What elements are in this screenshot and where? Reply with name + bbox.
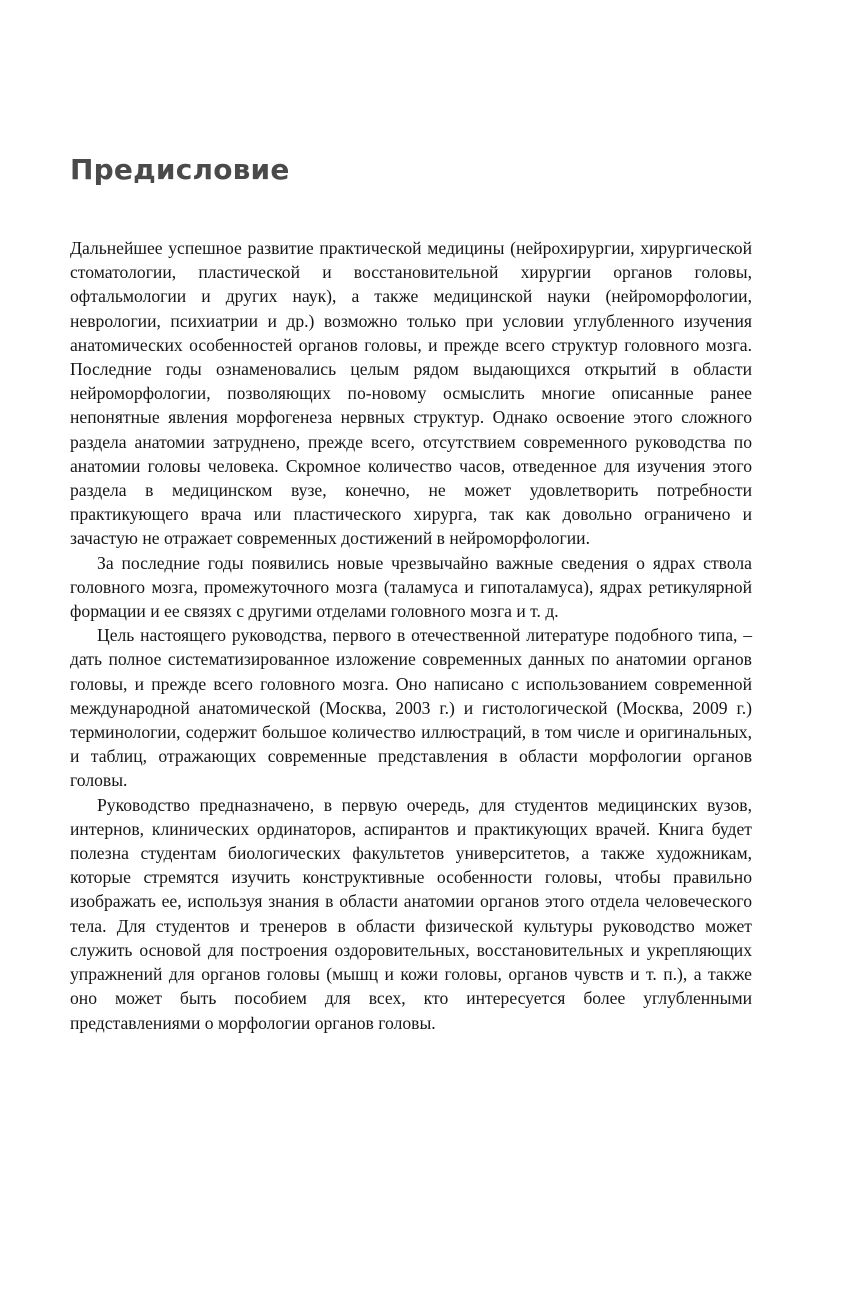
page-title: Предисловие [70, 153, 290, 186]
paragraph-2: За последние годы появились новые чрезвычайно важные сведения о ядрах ствола головного мозга, промежуточного мозга (таламуса и гипоталамуса), ядрах ретикулярной формации и ее связях с другими отделами головного мозга и т. д. [70, 552, 752, 622]
preface-body [70, 236, 752, 1035]
paragraph-3: Цель настоящего руководства, первого в отечественной литературе подобного типа, – дать полное систематизированное изложение современных данных по анатомии органов головы, и прежде всего головного мозга. Оно написано с использованием современной международной анатомической (Москва, 2003 г.) и гистологической (Москва, 2009 г.) терминологии, содержит большое количество иллюстраций, в том числе и оригинальных, и таблиц, отражающих современные представления в области морфологии органов головы. [70, 625, 752, 791]
paragraph-1: Дальнейшее успешное развитие практической медицины (нейрохирургии, хирургической стоматологии, пластической и восстановительной хирургии органов головы, офтальмологии и других наук), а также медицинской науки (нейроморфологии, неврологии, психиатрии и др.) возможно только при условии углубленного изучения анатомических особенностей органов головы, и прежде всего структур головного мозга. Последние годы ознаменовались целым рядом выдающихся открытий в области нейроморфологии, позволяющих по-новому осмыслить многие описанные ранее непонятные явления морфогенеза нервных структур. Однако освоение этого сложного раздела анатомии затруднено, прежде всего, отсутствием современного руководства по анатомии головы человека. Скромное количество часов, отведенное для изучения этого раздела в медицинском вузе, конечно, не может удовлетворить потребности практикующего врача или пластического хирурга, так как довольно ограничено и зачастую не отражает современных достижений в нейроморфологии. [70, 238, 752, 549]
paragraph-4: Руководство предназначено, в первую очередь, для студентов медицинских вузов, интернов, клинических ординаторов, аспирантов и практикующих врачей. Книга будет полезна студентам биологических факультетов университетов, а также художникам, которые стремятся изучить конструктивные особенности головы, чтобы правильно изображать ее, используя знания в области анатомии органов этого отдела человеческого тела. Для студентов и тренеров в области физической культуры руководство может служить основой для построения оздоровительных, восстановительных и укрепляющих упражнений для органов головы (мышц и кожи головы, органов чувств и т. п.), а также оно может быть пособием для всех, кто интересуется более углубленными представлениями о морфологии органов головы. [70, 794, 752, 1033]
